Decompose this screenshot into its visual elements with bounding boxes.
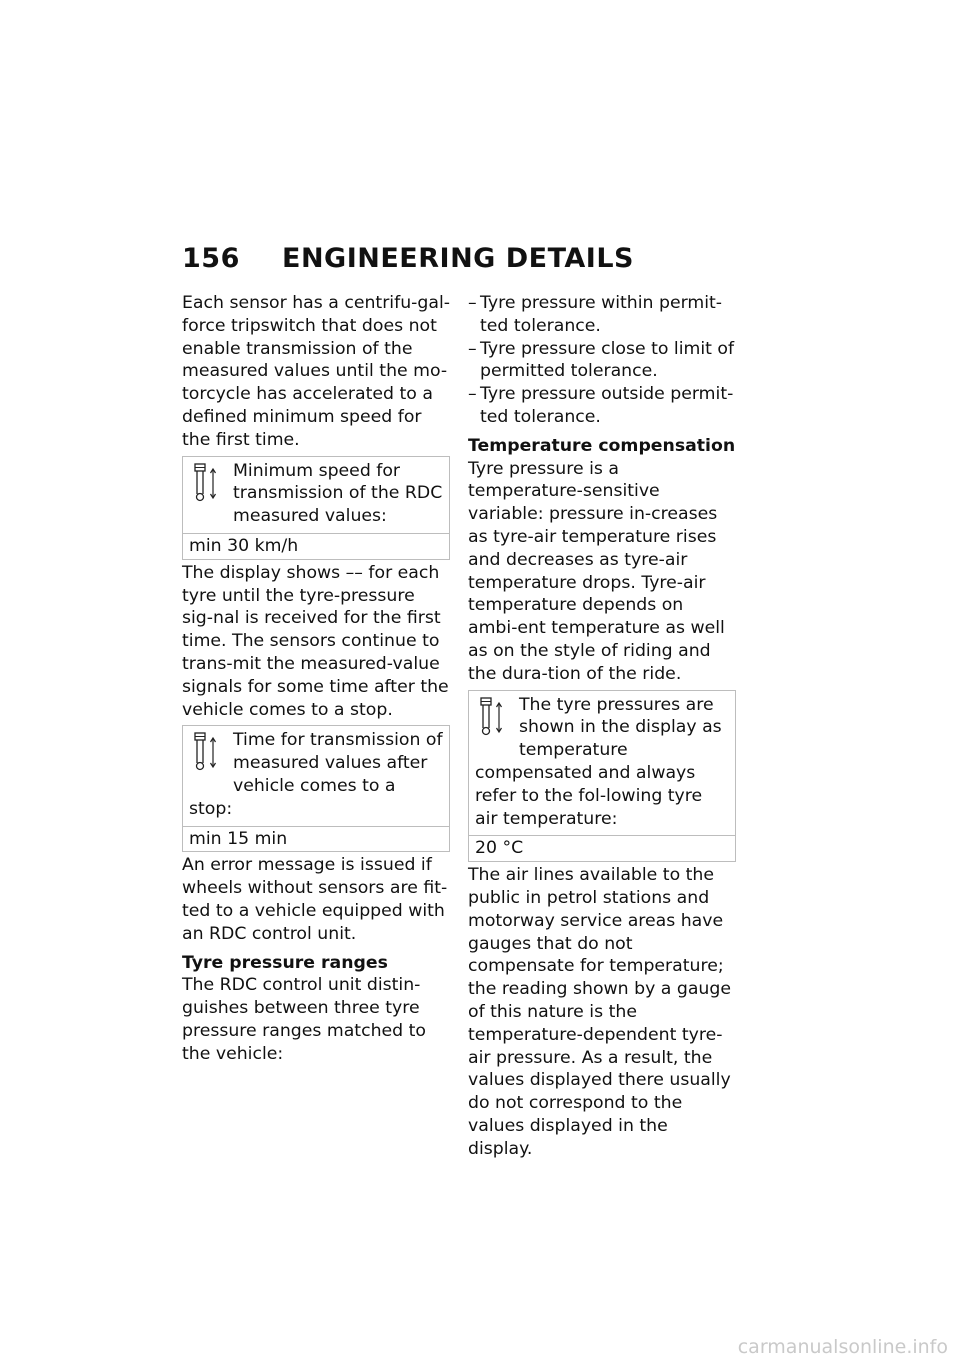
paragraph-air-lines: The air lines available to the public in petrol stations and motorway service areas have gauges that do not compensate for temperature; the reading shown by a gauge of this nature is the temperature-dependent tyre-air pressure. As a result, the values displayed there usually do not correspond to the values displayed in the display. [468,865,731,1159]
paragraph-temperature-sensitive: Tyre pressure is a temperature-sensitive variable: pressure in-creases as tyre-air temperature rises and decreases as tyre-air temperature drops. Tyre-air temperature depends on ambi-ent temperature as well as on the style of riding and the dura-tion of the ride. [468,458,725,684]
paragraph-error-message: An error message is issued if wheels without sensors are fit-ted to a vehicle equipped with an RDC control unit. [182,855,448,944]
paragraph-three-ranges: The RDC control unit distin-guishes between three tyre pressure ranges matched to the vehicle: [182,975,426,1064]
spec-box-reference-temperature [468,690,736,863]
list-item: – Tyre pressure close to limit of permitted tolerance. [468,338,736,384]
paragraph-sensor-tripswitch: Each sensor has a centrifu-gal-force tripswitch that does not enable transmission of the measured values until the mo-torcycle has accelerated to a defined minimum speed for the first time. [182,293,450,450]
spec-value: 20 °C [469,835,735,861]
spec-value: min 30 km/h [183,533,449,559]
spec-box-transmission-time [182,725,450,852]
spec-gauge-icon [475,694,515,740]
spec-box-min-speed [182,456,450,560]
list-item: – Tyre pressure within permit-ted tolerance. [468,292,736,338]
list-item: – Tyre pressure outside permit-ted tolerance. [468,383,736,429]
right-column [468,292,736,1160]
paragraph-display-shows: The display shows –– for each tyre until the tyre-pressure sig-nal is received for the first time. The sensors continue to trans-mit the measured-value signals for some time after the vehicle comes to a stop. [182,562,449,720]
spec-note-text: Minimum speed for transmission of the RDC measured values: [233,460,443,527]
page-number: 156 [182,243,240,274]
spec-note-text: The tyre pressures are shown in the display as temperature compensated and always refer to the fol-lowing tyre air temperature: [475,694,722,829]
spec-note-text: Time for transmission of measured values after vehicle comes to a stop: [189,730,443,819]
pressure-range-list [468,292,736,429]
spec-gauge-icon [189,729,229,775]
spec-value: min 15 min [183,826,449,852]
spec-gauge-icon [189,460,229,506]
watermark: carmanualsonline.info [737,1336,948,1358]
chapter-title: ENGINEERING DETAILS [282,243,634,274]
heading-tyre-pressure-ranges: Tyre pressure ranges [182,952,388,973]
left-column [182,292,450,1066]
heading-temperature-compensation: Temperature compensation [468,435,736,456]
